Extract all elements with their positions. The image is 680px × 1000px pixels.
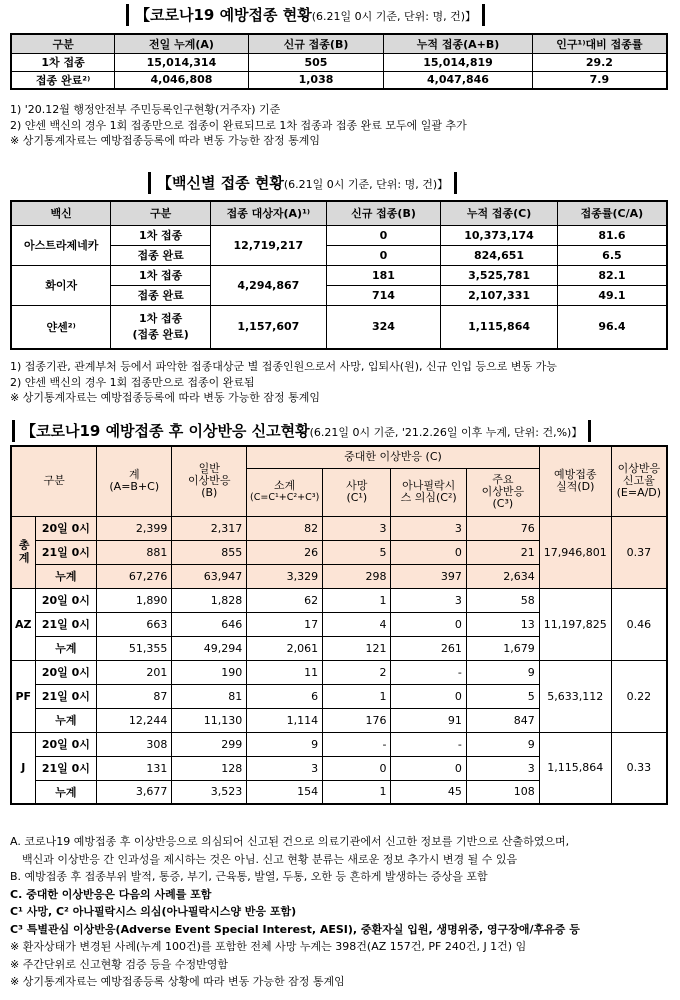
cell-vacc: 5,633,112 (539, 660, 611, 732)
s2-title-sub: (6.21일 0시 기준, 단위: 명, 건)】 (283, 178, 449, 191)
header-line: (E=A/D) (616, 486, 662, 500)
header-line: 일반 (198, 462, 220, 476)
note: C³ 특별관심 이상반응(Adverse Event Special Interest, AESI), 중환자실 입원, 생명위중, 영구장애/후유증 등 (10, 922, 580, 936)
s3-title (12, 420, 591, 442)
cell-vacc: 11,197,825 (539, 588, 611, 660)
cell-total: 663 (97, 612, 172, 636)
cell-vacc: 1,115,864 (539, 732, 611, 804)
note: 1) 접종기관, 관계부처 등에서 파악한 접종대상군 별 접종인원으로서 사망, 입퇴사(원), 신규 인입 등으로 변동 가능 (10, 360, 557, 373)
cell-major: 9 (466, 660, 539, 684)
cell-death: 1 (323, 684, 391, 708)
header-line: 스 의심(C²) (400, 491, 457, 504)
row-label: 접종 완료²⁾ (11, 71, 115, 89)
cell-sub: 9 (247, 732, 323, 756)
note: ※ 상기통계자료는 예방접종등록에 따라 변동 가능한 잠정 통계임 (10, 134, 320, 147)
cell-total: 51,355 (97, 636, 172, 660)
cell-general: 1,828 (172, 588, 247, 612)
header-cell: 전일 누계(A) (115, 34, 249, 53)
cum: 824,651 (441, 245, 558, 265)
cell-major: 108 (466, 780, 539, 804)
cell-rate: 0.46 (611, 588, 667, 660)
cell-general: 3,523 (172, 780, 247, 804)
header-line: 이상반응 (481, 485, 525, 498)
header-cell: 신규 접종(B) (326, 201, 441, 225)
cum: 1,115,864 (441, 305, 558, 349)
cell-general: 2,317 (172, 516, 247, 540)
row-label: 21일 0시 (35, 756, 97, 780)
s1-title (126, 4, 485, 26)
row-label: 1차 접종 (11, 53, 115, 71)
cell-cum: 4,047,846 (384, 71, 533, 89)
cell-rate: 7.9 (532, 71, 667, 89)
cell-total: 3,677 (97, 780, 172, 804)
cell-total: 12,244 (97, 708, 172, 732)
cell-ana: 397 (391, 564, 466, 588)
header-line: 사망 (346, 479, 368, 492)
cell-cum: 15,014,819 (384, 53, 533, 71)
cell-total: 67,276 (97, 564, 172, 588)
rate: 96.4 (557, 305, 667, 349)
header-ana (391, 468, 466, 516)
header-line: 계 (128, 468, 140, 482)
note: ※ 환자상태가 변경된 사례(누계 100건)를 포함한 전체 사망 누계는 398건(AZ 157건, PF 240건, J 1건) 임 (10, 940, 527, 953)
cell-total: 1,890 (97, 588, 172, 612)
header-line: 소계 (274, 479, 296, 492)
header-line: 예방접종 (553, 468, 597, 482)
header-line: (B) (201, 486, 218, 500)
row-label: 20일 0시 (35, 732, 97, 756)
new: 0 (326, 225, 441, 245)
cell-total: 87 (97, 684, 172, 708)
row-label: 누계 (35, 780, 97, 804)
header-cell: 구분 (11, 34, 115, 53)
cell-ana: 261 (391, 636, 466, 660)
header-line: (C=C¹+C²+C³) (250, 492, 320, 503)
cell-major: 76 (466, 516, 539, 540)
row-label: 20일 0시 (35, 588, 97, 612)
row-label: 21일 0시 (35, 684, 97, 708)
cell-sub: 3,329 (247, 564, 323, 588)
row-label: 20일 0시 (35, 660, 97, 684)
table-row (11, 265, 667, 285)
cell-general: 299 (172, 732, 247, 756)
table-row (11, 71, 667, 89)
table-row (11, 305, 667, 349)
adverse-reaction-table (10, 445, 668, 805)
kind: 1차 접종 (111, 225, 211, 245)
header-line: 실적(D) (556, 480, 595, 494)
cell-death: 298 (323, 564, 391, 588)
cell-ana: 0 (391, 612, 466, 636)
header-cell: 백신 (11, 201, 111, 225)
cell-sub: 62 (247, 588, 323, 612)
new: 714 (326, 285, 441, 305)
header-cell: 구분 (111, 201, 211, 225)
s1-notes (10, 102, 467, 149)
cell-sub: 82 (247, 516, 323, 540)
header-total (97, 446, 172, 516)
cell-ana: 0 (391, 684, 466, 708)
cell-death: 1 (323, 588, 391, 612)
note: 1) '20.12월 행정안전부 주민등록인구현황(거주자) 기준 (10, 103, 281, 116)
header-serious: 중대한 이상반응 (C) (247, 446, 540, 468)
note: C¹ 사망, C² 아나필락시스 의심(아나필락시스양 반응 포함) (10, 905, 297, 918)
cell-sub: 1,114 (247, 708, 323, 732)
group-name: PF (11, 660, 35, 732)
cell-vacc: 17,946,801 (539, 516, 611, 588)
cell-rate: 29.2 (532, 53, 667, 71)
new: 181 (326, 265, 441, 285)
cell-rate: 0.22 (611, 660, 667, 732)
header-cell: 누적 접종(A+B) (384, 34, 533, 53)
cell-ana: 91 (391, 708, 466, 732)
cell-death: 0 (323, 756, 391, 780)
cell-ana: 3 (391, 588, 466, 612)
cell-total: 2,399 (97, 516, 172, 540)
cell-death: 3 (323, 516, 391, 540)
cell-sub: 17 (247, 612, 323, 636)
target: 4,294,867 (210, 265, 326, 305)
cell-new: 505 (248, 53, 384, 71)
cell-sub: 2,061 (247, 636, 323, 660)
row-label: 21일 0시 (35, 540, 97, 564)
header-line: 이상반응 (188, 474, 231, 488)
cell-new: 1,038 (248, 71, 384, 89)
note: 백신과 이상반응 간 인과성을 제시하는 것은 아님. 신고 현황 분류는 새로운 정보 추가시 변경 될 수 있음 (22, 852, 518, 866)
s2-notes (10, 359, 557, 406)
kind: 접종 완료 (111, 285, 211, 305)
header-line: (A=B+C) (109, 480, 160, 494)
cell-sub: 154 (247, 780, 323, 804)
vaccination-status-table (10, 33, 668, 90)
cum: 2,107,331 (441, 285, 558, 305)
header-sub (247, 468, 323, 516)
header-cell: 접종률(C/A) (557, 201, 667, 225)
row-label: 21일 0시 (35, 612, 97, 636)
cell-total: 201 (97, 660, 172, 684)
note: 2) 얀센 백신의 경우 1회 접종만으로 접종이 완료되므로 1차 접종과 접종 완료 모두에 일괄 추가 (10, 118, 467, 132)
header-general (172, 446, 247, 516)
rate: 81.6 (557, 225, 667, 245)
cell-rate: 0.37 (611, 516, 667, 588)
header-major (466, 468, 539, 516)
note: ※ 주간단위로 신고현황 검증 등을 수정반영함 (10, 957, 228, 971)
cell-ana: - (391, 732, 466, 756)
cell-sub: 26 (247, 540, 323, 564)
adverse-reaction-body (11, 516, 667, 804)
cell-death: 5 (323, 540, 391, 564)
cell-death: - (323, 732, 391, 756)
cell-death: 4 (323, 612, 391, 636)
cell-major: 58 (466, 588, 539, 612)
cell-major: 847 (466, 708, 539, 732)
kind: 접종 완료 (111, 245, 211, 265)
cell-ana: 0 (391, 756, 466, 780)
row-label: 20일 0시 (35, 516, 97, 540)
kind-line: 1차 접종 (138, 311, 183, 325)
note: C. 중대한 이상반응은 다음의 사례를 포함 (10, 887, 212, 901)
s3-notes (10, 833, 580, 991)
note: B. 예방접종 후 접종부위 발적, 통증, 부기, 근육통, 발열, 두통, 오한 등 흔하게 발생하는 증상을 포함 (10, 870, 488, 883)
cell-general: 11,130 (172, 708, 247, 732)
s1-title-sub: (6.21일 0시 기준, 단위: 명, 건)】 (311, 10, 476, 23)
cell-prev: 4,046,808 (115, 71, 249, 89)
note: ※ 상기통계자료는 예방접종등록에 따라 변동 가능한 잠정 통계임 (10, 391, 320, 404)
cell-total: 308 (97, 732, 172, 756)
cell-major: 3 (466, 756, 539, 780)
table-row (11, 516, 667, 540)
header-rate (611, 446, 667, 516)
header-group: 구분 (11, 446, 97, 516)
cell-general: 49,294 (172, 636, 247, 660)
s2-title (148, 172, 457, 194)
header-vacc (539, 446, 611, 516)
cell-sub: 6 (247, 684, 323, 708)
cell-death: 121 (323, 636, 391, 660)
header-line: (C³) (492, 497, 514, 510)
header-cell: 인구¹⁾대비 접종률 (532, 34, 667, 53)
rate: 82.1 (557, 265, 667, 285)
table-row (11, 660, 667, 684)
cell-general: 81 (172, 684, 247, 708)
note: 2) 얀센 백신의 경우 1회 접종만으로 접종이 완료됨 (10, 375, 255, 389)
cell-total: 131 (97, 756, 172, 780)
cell-general: 63,947 (172, 564, 247, 588)
cell-major: 21 (466, 540, 539, 564)
cell-major: 1,679 (466, 636, 539, 660)
header-cell: 접종 대상자(A)¹⁾ (210, 201, 326, 225)
vaccine-name: 화이자 (11, 265, 111, 305)
cell-total: 881 (97, 540, 172, 564)
cell-general: 190 (172, 660, 247, 684)
row-label: 누계 (35, 708, 97, 732)
cell-ana: 45 (391, 780, 466, 804)
cell-major: 2,634 (466, 564, 539, 588)
header-line: (C¹) (346, 491, 368, 504)
cell-death: 176 (323, 708, 391, 732)
s3-title-sub: (6.21일 0시 기준, '21.2.26일 이후 누계, 단위: 건,%)】 (309, 426, 583, 439)
group-name: AZ (11, 588, 35, 660)
header-line: 아나필락시 (402, 479, 456, 492)
new: 324 (326, 305, 441, 349)
cell-rate: 0.33 (611, 732, 667, 804)
cell-general: 646 (172, 612, 247, 636)
vaccine-name: 얀센²⁾ (11, 305, 111, 349)
cell-prev: 15,014,314 (115, 53, 249, 71)
header-cell: 신규 접종(B) (248, 34, 384, 53)
s3-title-main: 【코로나19 예방접종 후 이상반응 신고현황 (21, 422, 310, 440)
vaccine-name: 아스트라제네카 (11, 225, 111, 265)
cell-sub: 3 (247, 756, 323, 780)
header-death (323, 468, 391, 516)
cell-general: 128 (172, 756, 247, 780)
row-label: 누계 (35, 564, 97, 588)
s2-title-main: 【백신별 접종 현황 (157, 174, 284, 192)
cum: 10,373,174 (441, 225, 558, 245)
group-name: 총계 (11, 516, 35, 588)
s1-title-main: 【코로나19 예방접종 현황 (135, 6, 312, 24)
cell-major: 13 (466, 612, 539, 636)
cell-general: 855 (172, 540, 247, 564)
rate: 49.1 (557, 285, 667, 305)
cell-ana: - (391, 660, 466, 684)
cell-death: 1 (323, 780, 391, 804)
kind (111, 305, 211, 349)
note: ※ 상기통계자료는 예방접종등록 상황에 따라 변동 가능한 잠정 통계임 (10, 975, 345, 988)
cell-major: 9 (466, 732, 539, 756)
row-label: 누계 (35, 636, 97, 660)
table-row (11, 53, 667, 71)
new: 0 (326, 245, 441, 265)
rate: 6.5 (557, 245, 667, 265)
cell-sub: 11 (247, 660, 323, 684)
kind-line: (접종 완료) (132, 327, 189, 341)
header-line: 신고율 (622, 474, 655, 488)
header-line: 이상반응 (617, 462, 661, 476)
table-row (11, 732, 667, 756)
kind: 1차 접종 (111, 265, 211, 285)
cell-ana: 0 (391, 540, 466, 564)
target: 1,157,607 (210, 305, 326, 349)
cell-death: 2 (323, 660, 391, 684)
cell-major: 5 (466, 684, 539, 708)
table-row (11, 588, 667, 612)
table-row (11, 225, 667, 245)
note: A. 코로나19 예방접종 후 이상반응으로 의심되어 신고된 건으로 의료기관에서 신고한 정보를 기반으로 산출하였으며, (10, 835, 570, 848)
header-cell: 누적 접종(C) (441, 201, 558, 225)
group-name: J (11, 732, 35, 804)
target: 12,719,217 (210, 225, 326, 265)
cell-ana: 3 (391, 516, 466, 540)
header-line: 주요 (492, 473, 514, 486)
cum: 3,525,781 (441, 265, 558, 285)
vaccine-status-table (10, 200, 668, 350)
